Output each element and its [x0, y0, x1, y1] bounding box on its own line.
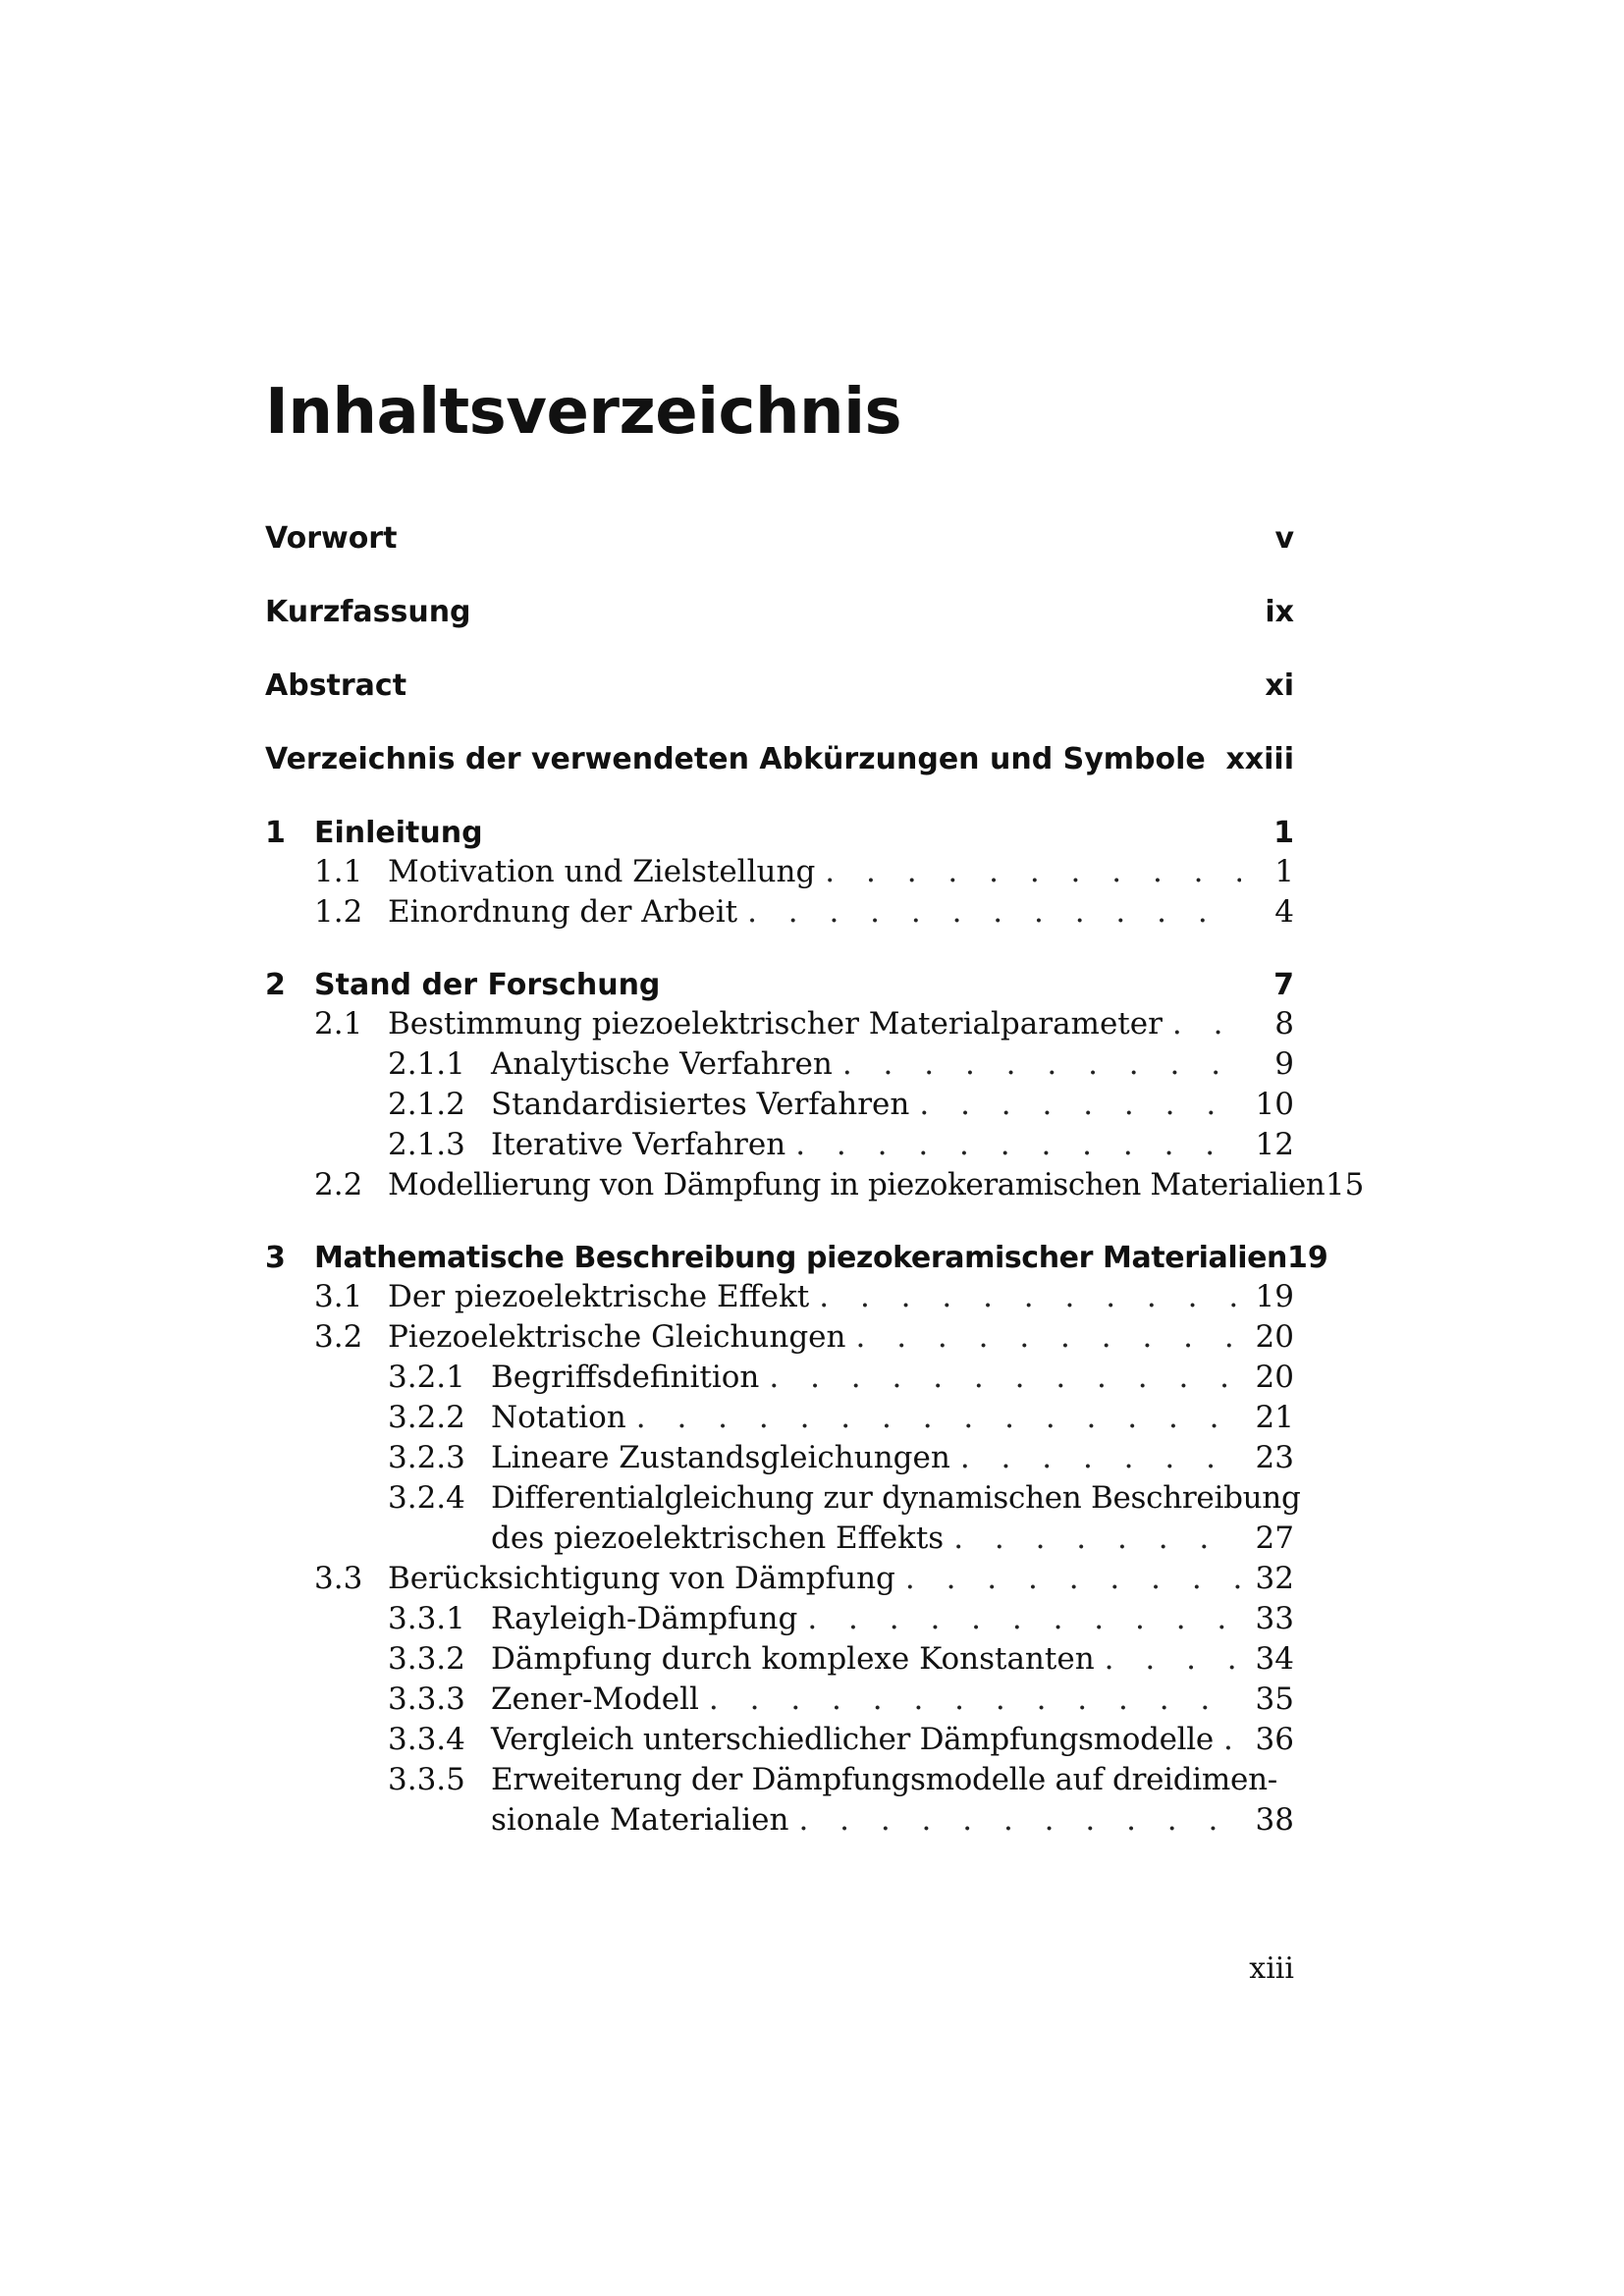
entry-page: 20 — [1255, 1319, 1294, 1355]
entry-number: 2.1 — [314, 1006, 363, 1041]
entry-label: Standardisiertes Verfahren — [491, 1087, 910, 1122]
toc-entry-abstract[interactable] — [265, 667, 1294, 705]
entry-page: 33 — [1255, 1601, 1294, 1636]
toc-subsection-3-3-3[interactable] — [265, 1680, 1294, 1720]
entry-label: Begriffsdefinition — [491, 1360, 760, 1395]
entry-number: 3.3.4 — [388, 1722, 465, 1757]
entry-label: Bestimmung piezoelektrischer Materialparameter — [388, 1006, 1163, 1041]
toc-subsection-3-2-4-continued[interactable] — [265, 1519, 1294, 1559]
entry-page: 35 — [1255, 1682, 1294, 1717]
toc-subsection-3-3-5-continued[interactable] — [265, 1800, 1294, 1841]
table-of-contents — [265, 520, 1365, 1841]
entry-page: 23 — [1255, 1440, 1294, 1475]
toc-subsection-3-3-1[interactable] — [265, 1599, 1294, 1639]
entry-page: xi — [1265, 668, 1294, 703]
toc-section-1-2[interactable] — [265, 892, 1294, 933]
toc-subsection-3-2-1[interactable] — [265, 1358, 1294, 1398]
page-title: Inhaltsverzeichnis — [265, 376, 902, 449]
leader-dots — [807, 1599, 1241, 1639]
leader-dots — [953, 1519, 1241, 1559]
toc-section-3-3[interactable] — [265, 1559, 1294, 1599]
entry-label: Verzeichnis der verwendeten Abkürzungen und Symbole — [265, 742, 1206, 776]
leader-dots — [798, 1800, 1241, 1841]
entry-number: 3.3 — [314, 1561, 363, 1596]
entry-label: Erweiterung der Dämpfungsmodelle auf dreidimen- — [491, 1762, 1277, 1797]
toc-entry-verzeichnis[interactable] — [265, 741, 1294, 778]
entry-label: Zener-Modell — [491, 1682, 699, 1717]
entry-label: Differentialgleichung zur dynamischen Beschreibung — [491, 1480, 1301, 1516]
entry-number: 1.1 — [314, 854, 363, 889]
entry-number: 2.1.3 — [388, 1127, 465, 1162]
entry-page: v — [1274, 521, 1294, 556]
entry-page: 19 — [1255, 1279, 1294, 1314]
leader-dots — [1105, 1639, 1241, 1680]
toc-chapter-3[interactable] — [265, 1240, 1328, 1277]
entry-page: 4 — [1274, 894, 1294, 930]
entry-number: 3.2.1 — [388, 1360, 465, 1395]
entry-number: 3.2.4 — [388, 1480, 465, 1516]
page-number: xiii — [1249, 1951, 1294, 1986]
entry-page: 38 — [1255, 1802, 1294, 1838]
entry-number: 3.3.3 — [388, 1682, 465, 1717]
leader-dots — [855, 1317, 1241, 1358]
entry-label: Analytische Verfahren — [491, 1046, 833, 1082]
leader-dots — [960, 1438, 1241, 1478]
toc-subsection-2-1-3[interactable] — [265, 1125, 1294, 1165]
entry-page: 10 — [1255, 1087, 1294, 1122]
entry-number: 3.3.1 — [388, 1601, 465, 1636]
entry-page: 34 — [1255, 1641, 1294, 1677]
entry-page: 1 — [1274, 854, 1294, 889]
entry-label: Mathematische Beschreibung piezokeramischer Materialien — [314, 1241, 1288, 1275]
entry-page: xxiii — [1225, 742, 1294, 776]
entry-number: 3.2.3 — [388, 1440, 465, 1475]
entry-number: 2.2 — [314, 1167, 363, 1202]
leader-dots — [1172, 1004, 1241, 1044]
entry-label: Piezoelektrische Gleichungen — [388, 1319, 846, 1355]
entry-number: 1 — [265, 816, 286, 850]
entry-number: 3.3.2 — [388, 1641, 465, 1677]
entry-label: Iterative Verfahren — [491, 1127, 786, 1162]
leader-dots — [636, 1398, 1241, 1438]
entry-label: Vorwort — [265, 521, 398, 556]
entry-label: Kurzfassung — [265, 595, 471, 629]
entry-number: 3.2 — [314, 1319, 363, 1355]
entry-label: Rayleigh-Dämpfung — [491, 1601, 798, 1636]
entry-page: 12 — [1255, 1127, 1294, 1162]
toc-subsection-2-1-2[interactable] — [265, 1085, 1294, 1125]
leader-dots — [819, 1277, 1241, 1317]
entry-label: Motivation und Zielstellung — [388, 854, 816, 889]
toc-subsection-3-2-3[interactable] — [265, 1438, 1294, 1478]
entry-label: Berücksichtigung von Dämpfung — [388, 1561, 895, 1596]
toc-subsection-3-3-5[interactable] — [265, 1760, 1294, 1800]
toc-subsection-3-3-4[interactable] — [265, 1720, 1294, 1760]
entry-page: 19 — [1287, 1241, 1328, 1275]
entry-page: ix — [1265, 595, 1294, 629]
entry-number: 3.1 — [314, 1279, 363, 1314]
entry-page: 36 — [1255, 1722, 1294, 1757]
toc-entry-kurzfassung[interactable] — [265, 594, 1294, 631]
leader-dots — [825, 852, 1241, 892]
toc-section-1-1[interactable] — [265, 852, 1294, 892]
toc-chapter-1[interactable] — [265, 815, 1294, 852]
entry-number: 2 — [265, 968, 286, 1002]
entry-number: 3 — [265, 1241, 286, 1275]
leader-dots — [919, 1085, 1241, 1125]
toc-subsection-3-3-2[interactable] — [265, 1639, 1294, 1680]
entry-page: 8 — [1274, 1006, 1294, 1041]
entry-label: Einleitung — [314, 816, 483, 850]
entry-number: 3.2.2 — [388, 1400, 465, 1435]
toc-chapter-2[interactable] — [265, 967, 1294, 1004]
leader-dots — [747, 892, 1241, 933]
toc-section-3-2[interactable] — [265, 1317, 1294, 1358]
leader-dots — [769, 1358, 1241, 1398]
entry-page: 27 — [1255, 1521, 1294, 1556]
toc-subsection-3-2-4[interactable] — [265, 1478, 1301, 1519]
entry-label: Notation — [491, 1400, 626, 1435]
entry-number: 3.3.5 — [388, 1762, 465, 1797]
leader-dots — [842, 1044, 1241, 1085]
leader-dots — [905, 1559, 1241, 1599]
entry-label: Einordnung der Arbeit — [388, 894, 738, 930]
entry-label: Modellierung von Dämpfung in piezokeramischen Materialien — [388, 1167, 1326, 1202]
entry-page: 21 — [1255, 1400, 1294, 1435]
entry-page: 20 — [1255, 1360, 1294, 1395]
entry-page: 1 — [1273, 816, 1294, 850]
toc-subsection-3-2-2[interactable] — [265, 1398, 1294, 1438]
entry-page: 32 — [1255, 1561, 1294, 1596]
entry-label-continued: des piezoelektrischen Effekts — [491, 1521, 945, 1556]
leader-dots — [709, 1680, 1241, 1720]
toc-section-2-2[interactable] — [265, 1165, 1365, 1205]
toc-subsection-2-1-1[interactable] — [265, 1044, 1294, 1085]
entry-label-continued: sionale Materialien — [491, 1802, 789, 1838]
toc-entry-vorwort[interactable] — [265, 520, 1294, 558]
entry-label: Lineare Zustandsgleichungen — [491, 1440, 950, 1475]
leader-dots — [795, 1125, 1241, 1165]
toc-section-2-1[interactable] — [265, 1004, 1294, 1044]
leader-dots — [1223, 1720, 1241, 1760]
entry-label: Abstract — [265, 668, 407, 703]
entry-label: Der piezoelektrische Effekt — [388, 1279, 810, 1314]
entry-number: 2.1.1 — [388, 1046, 465, 1082]
entry-label: Vergleich unterschiedlicher Dämpfungsmodelle — [491, 1722, 1214, 1757]
toc-section-3-1[interactable] — [265, 1277, 1294, 1317]
entry-number: 1.2 — [314, 894, 363, 930]
entry-page: 7 — [1273, 968, 1294, 1002]
entry-label: Dämpfung durch komplexe Konstanten — [491, 1641, 1095, 1677]
entry-label: Stand der Forschung — [314, 968, 661, 1002]
entry-number: 2.1.2 — [388, 1087, 465, 1122]
entry-page: 9 — [1274, 1046, 1294, 1082]
entry-page: 15 — [1325, 1167, 1365, 1202]
